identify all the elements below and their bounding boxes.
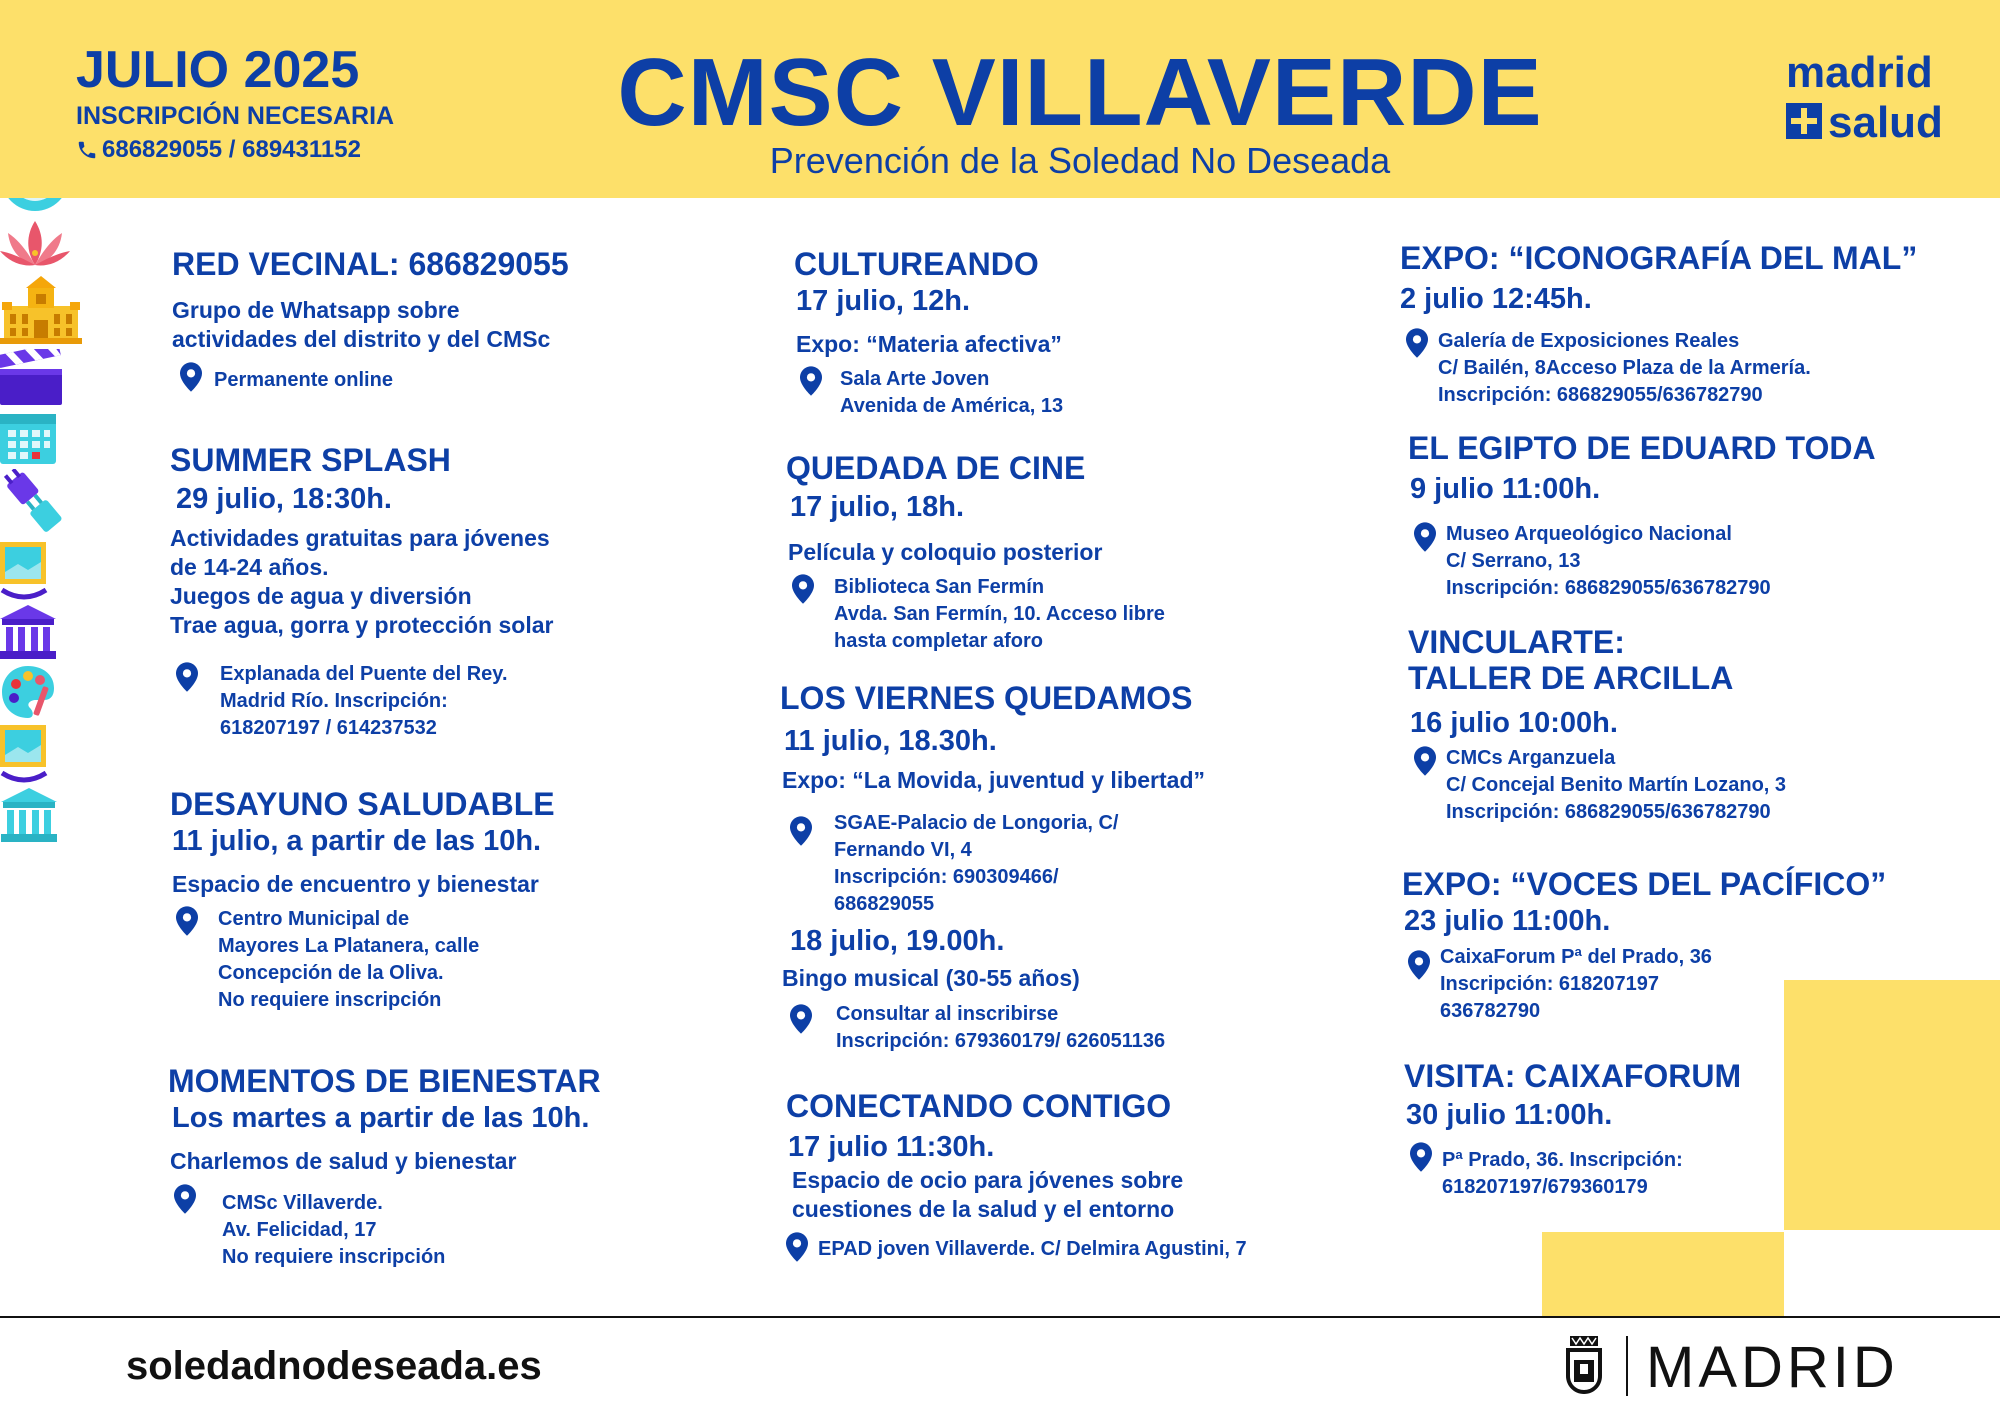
madrid-crest-icon: [1564, 1336, 1604, 1396]
event-description: Actividades gratuitas para jóvenes de 14-24 años. Juegos de agua y diversión Trae agua, gorra y protección solar: [170, 525, 554, 638]
event-title: RED VECINAL: 686829055: [172, 246, 569, 282]
event-description: Espacio de ocio para jóvenes sobre cuestiones de la salud y el entorno: [792, 1167, 1184, 1222]
event-date: 11 julio, a partir de las 10h.: [172, 825, 542, 857]
event-title: CONECTANDO CONTIGO: [786, 1088, 1172, 1124]
location-pin-icon: [790, 1004, 812, 1034]
phones-text: 686829055 / 689431152: [102, 136, 361, 163]
event-description: Espacio de encuentro y bienestar: [172, 871, 539, 897]
event-title: EL EGIPTO DE EDUARD TODA: [1408, 430, 1876, 466]
location-pin-icon: [1414, 746, 1436, 776]
plug-icon: [0, 469, 70, 537]
museum-icon: [0, 605, 56, 659]
location-pin-icon: [1414, 522, 1436, 552]
event-description: Expo: “Materia afectiva”: [796, 331, 1062, 357]
website-link[interactable]: soledadnodeseada.es: [126, 1344, 542, 1388]
decor-square: [1784, 980, 2000, 1230]
event-description: Charlemos de salud y bienestar: [170, 1148, 517, 1174]
event-place: Permanente online: [214, 369, 393, 391]
location-pin-icon: [786, 1232, 808, 1262]
event-date: 30 julio 11:00h.: [1406, 1099, 1613, 1131]
event-place: Biblioteca San Fermín Avda. San Fermín, 10. Acceso libre hasta completar aforo: [834, 576, 1165, 652]
event-date: 2 julio 12:45h.: [1400, 283, 1592, 315]
event-title: QUEDADA DE CINE: [786, 450, 1086, 486]
event-title: EXPO: “ICONOGRAFÍA DEL MAL”: [1400, 240, 1918, 276]
event-description: Película y coloquio posterior: [788, 539, 1103, 565]
madrid-salud-logo-top: madrid: [1786, 48, 1933, 97]
palace-icon: [0, 276, 82, 344]
event-place: Galería de Exposiciones Reales C/ Bailén, 8Acceso Plaza de la Armería. Inscripción: 686829055/636782790: [1438, 330, 1811, 406]
event-place: Pª Prado, 36. Inscripción: 618207197/679360179: [1442, 1149, 1683, 1198]
event-place: CaixaForum Pª del Prado, 36 Inscripción: 618207197 636782790: [1440, 946, 1712, 1022]
event-date: 17 julio, 18h.: [790, 491, 965, 523]
event-place: Museo Arqueológico Nacional C/ Serrano, 13 Inscripción: 686829055/636782790: [1446, 523, 1771, 599]
painting-icon: [0, 725, 48, 783]
event-date: 29 julio, 18:30h.: [176, 483, 392, 515]
event-date: 9 julio 11:00h.: [1410, 473, 1601, 505]
location-pin-icon: [180, 362, 202, 392]
event-title: VISITA: CAIXAFORUM: [1404, 1058, 1742, 1094]
footer-separator: [1626, 1336, 1628, 1396]
event-title: SUMMER SPLASH: [170, 442, 451, 478]
location-pin-icon: [176, 906, 198, 936]
phone-icon: [76, 139, 98, 161]
location-pin-icon: [1408, 950, 1430, 980]
location-pin-icon: [1406, 328, 1428, 358]
calendar-icon: [0, 410, 56, 464]
page-title: CMSC VILLAVERDE: [617, 39, 1543, 146]
event-place-second: Consultar al inscribirse Inscripción: 679360179/ 626051136: [836, 1003, 1166, 1052]
registration-note: INSCRIPCIÓN NECESARIA: [76, 102, 395, 130]
event-title: MOMENTOS DE BIENESTAR: [168, 1063, 601, 1099]
event-title: LOS VIERNES QUEDAMOS: [780, 680, 1193, 716]
event-title: CULTUREANDO: [794, 246, 1039, 282]
location-pin-icon: [800, 366, 822, 396]
event-date: 16 julio 10:00h.: [1410, 707, 1618, 739]
location-pin-icon: [176, 662, 198, 692]
event-place: CMCs Arganzuela C/ Concejal Benito Martín Lozano, 3 Inscripción: 686829055/636782790: [1446, 747, 1787, 823]
event-date: 23 julio 11:00h.: [1404, 905, 1611, 937]
event-title: VINCULARTE: TALLER DE ARCILLA: [1408, 624, 1734, 696]
event-place: Sala Arte Joven Avenida de América, 13: [840, 368, 1064, 417]
location-pin-icon: [792, 574, 814, 604]
location-pin-icon: [790, 816, 812, 846]
event-date: 17 julio, 12h.: [796, 285, 971, 317]
event-place: CMSc Villaverde. Av. Felicidad, 17 No requiere inscripción: [222, 1192, 446, 1268]
event-date-second: 18 julio, 19.00h.: [790, 925, 1005, 957]
phones-line: [76, 136, 361, 164]
page-subtitle: Prevención de la Soledad No Deseada: [769, 140, 1391, 181]
event-place: EPAD joven Villaverde. C/ Delmira Agustini, 7: [818, 1238, 1247, 1260]
event-title: DESAYUNO SALUDABLE: [170, 786, 555, 822]
location-pin-icon: [1410, 1142, 1432, 1172]
location-pin-icon: [174, 1184, 196, 1214]
painting-icon: [0, 542, 48, 600]
madrid-salud-logo-bottom: [1786, 98, 1943, 148]
event-date: 11 julio, 18.30h.: [784, 725, 997, 757]
decor-square: [1542, 1232, 1784, 1318]
madrid-wordmark: MADRID: [1646, 1335, 1899, 1400]
event-title: EXPO: “VOCES DEL PACÍFICO”: [1402, 866, 1887, 902]
health-cross-icon: [1786, 103, 1822, 139]
clapperboard-icon: [0, 349, 64, 405]
event-place: Centro Municipal de Mayores La Platanera, calle Concepción de la Oliva. No requiere inscripción: [218, 908, 480, 1011]
event-description: Expo: “La Movida, juventud y libertad”: [782, 767, 1205, 793]
month-label: JULIO 2025: [76, 41, 360, 99]
logo-salud-text: salud: [1828, 98, 1943, 147]
event-description-second: Bingo musical (30-55 años): [782, 965, 1080, 991]
event-date: Los martes a partir de las 10h.: [172, 1102, 590, 1134]
museum-icon: [0, 788, 58, 842]
event-place: SGAE-Palacio de Longoria, C/ Fernando VI, 4 Inscripción: 690309466/ 686829055: [834, 812, 1119, 915]
footer-divider: [0, 1316, 2000, 1318]
event-date: 17 julio 11:30h.: [788, 1131, 995, 1163]
event-description: Grupo de Whatsapp sobre actividades del distrito y del CMSc: [172, 297, 551, 352]
lotus-icon: [0, 217, 70, 271]
palette-icon: [0, 664, 56, 720]
event-place: Explanada del Puente del Rey. Madrid Río. Inscripción: 618207197 / 614237532: [220, 663, 508, 739]
